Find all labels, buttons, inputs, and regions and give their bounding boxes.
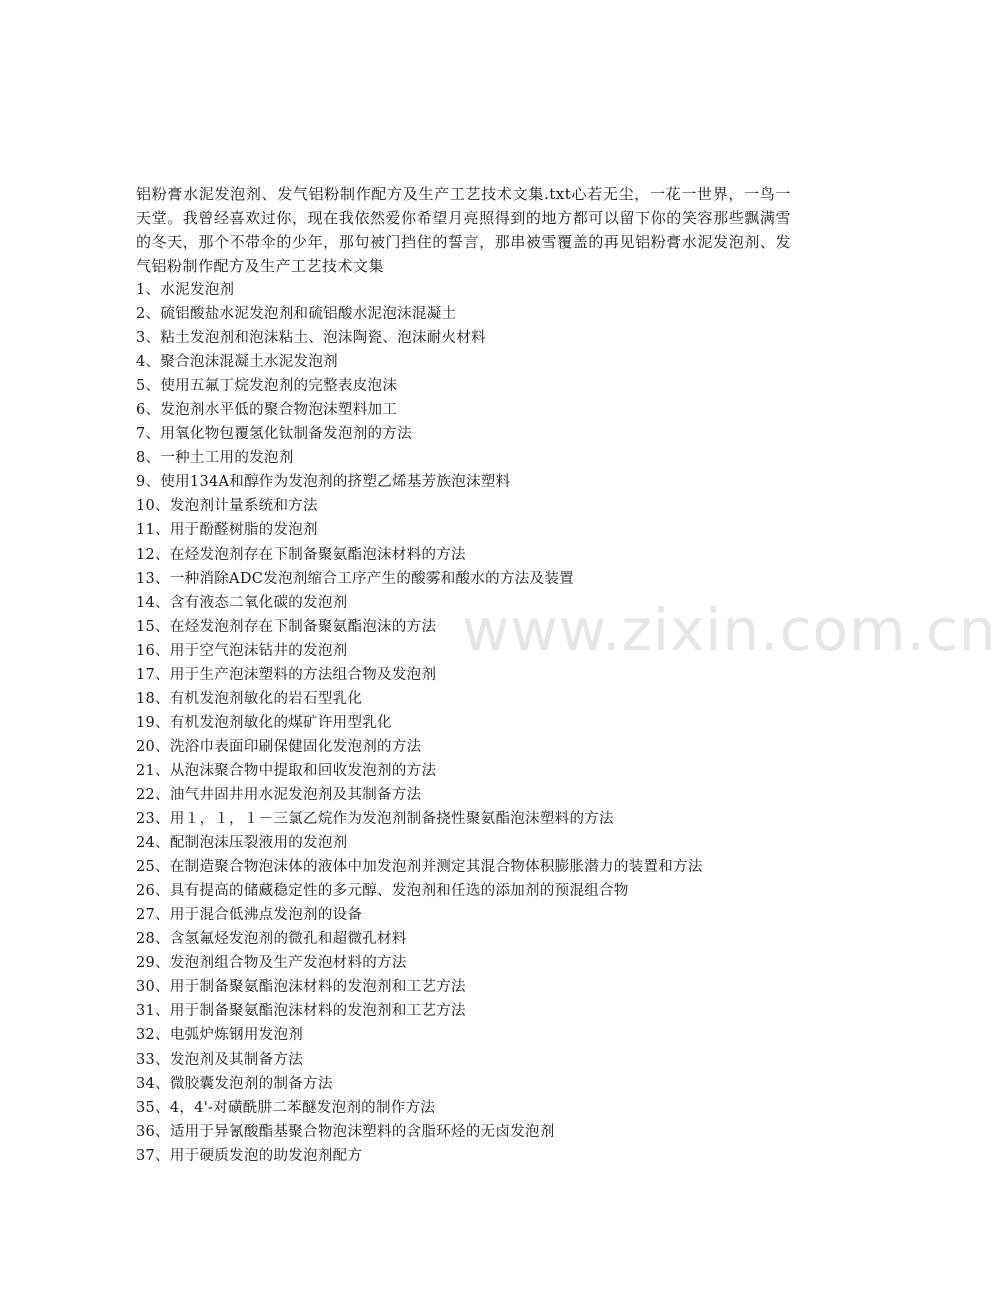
document-body: [136, 182, 791, 1168]
list-item: 8、一种土工用的发泡剂: [136, 450, 294, 467]
list-item: 37、用于硬质发泡的助发泡剂配方: [136, 1147, 363, 1164]
list-item: 10、发泡剂计量系统和方法: [136, 498, 318, 515]
list-item: 34、微胶囊发泡剂的制备方法: [136, 1075, 333, 1092]
list-item: 28、含氢氟烃发泡剂的微孔和超微孔材料: [136, 931, 407, 948]
list-item: 31、用于制备聚氨酯泡沫材料的发泡剂和工艺方法: [136, 1003, 466, 1020]
list-item: 27、用于混合低沸点发泡剂的设备: [136, 907, 363, 924]
list-item: 9、使用134A和醇作为发泡剂的挤塑乙烯基芳族泡沫塑料: [136, 474, 511, 491]
list-item: 12、在烃发泡剂存在下制备聚氨酯泡沫材料的方法: [136, 546, 466, 563]
watermark: www.zixin.com.cn: [462, 596, 997, 664]
list-item: 23、用１，１，１－三氯乙烷作为发泡剂制备挠性聚氨酯泡沫塑料的方法: [136, 811, 614, 828]
list-item: 3、粘土发泡剂和泡沫粘土、泡沫陶瓷、泡沫耐火材料: [136, 330, 486, 347]
list-item: 35、4，4'-对磺酰肼二苯醚发泡剂的制作方法: [136, 1099, 436, 1116]
list-item: 21、从泡沫聚合物中提取和回收发泡剂的方法: [136, 762, 437, 779]
list-item: 2、硫铝酸盐水泥发泡剂和硫铝酸水泥泡沫混凝土: [136, 306, 457, 323]
list-item: 4、聚合泡沫混凝土水泥发泡剂: [136, 354, 338, 371]
list-item: 25、在制造聚合物泡沫体的液体中加发泡剂并测定其混合物体积膨胀潜力的装置和方法: [136, 859, 703, 876]
list-item: 18、有机发泡剂敏化的岩石型乳化: [136, 690, 363, 707]
document-intro: 铝粉膏水泥发泡剂、发气铝粉制作配方及生产工艺技术文集.txt心若无尘，一花一世界，一鸟一天堂。我曾经喜欢过你，现在我依然爱你希望月亮照得到的地方都可以留下你的笑容那些飘满雪的冬天，那个不带伞的少年，那句被门挡住的誓言，那串被雪覆盖的再见铝粉膏水泥发泡剂、发气铝粉制作配方及生产工艺技术文集: [136, 185, 791, 275]
list-item: 1、水泥发泡剂: [136, 282, 235, 298]
list-item: 15、在烃发泡剂存在下制备聚氨酯泡沫的方法: [136, 618, 437, 635]
list-item: 36、适用于异氰酸酯基聚合物泡沫塑料的含脂环烃的无卤发泡剂: [136, 1123, 555, 1140]
list-item: 24、配制泡沫压裂液用的发泡剂: [136, 835, 348, 852]
list-item: 6、发泡剂水平低的聚合物泡沫塑料加工: [136, 402, 398, 419]
list-item: 30、用于制备聚氨酯泡沫材料的发泡剂和工艺方法: [136, 979, 466, 996]
list-item: 11、用于酚醛树脂的发泡剂: [136, 522, 318, 539]
list-item: 32、电弧炉炼钢用发泡剂: [136, 1027, 304, 1044]
list-item: 17、用于生产泡沫塑料的方法组合物及发泡剂: [136, 666, 437, 683]
list-item: 29、发泡剂组合物及生产发泡材料的方法: [136, 955, 407, 972]
list-item: 20、洗浴巾表面印刷保健固化发泡剂的方法: [136, 738, 422, 755]
list-item: 22、油气井固井用水泥发泡剂及其制备方法: [136, 786, 422, 803]
list-item: 13、一种消除ADC发泡剂缩合工序产生的酸雾和酸水的方法及装置: [136, 570, 574, 587]
list-item: 14、含有液态二氧化碳的发泡剂: [136, 594, 348, 611]
list-item: 7、用氧化物包覆氢化钛制备发泡剂的方法: [136, 426, 412, 443]
list-item: 16、用于空气泡沫钻井的发泡剂: [136, 642, 348, 659]
list-item: 33、发泡剂及其制备方法: [136, 1051, 304, 1068]
list-item: 5、使用五氟丁烷发泡剂的完整表皮泡沫: [136, 378, 398, 395]
list-item: 19、有机发泡剂敏化的煤矿许用型乳化: [136, 714, 392, 731]
list-item: 26、具有提高的储藏稳定性的多元醇、发泡剂和任选的添加剂的预混组合物: [136, 883, 629, 900]
item-list: [136, 278, 791, 1168]
